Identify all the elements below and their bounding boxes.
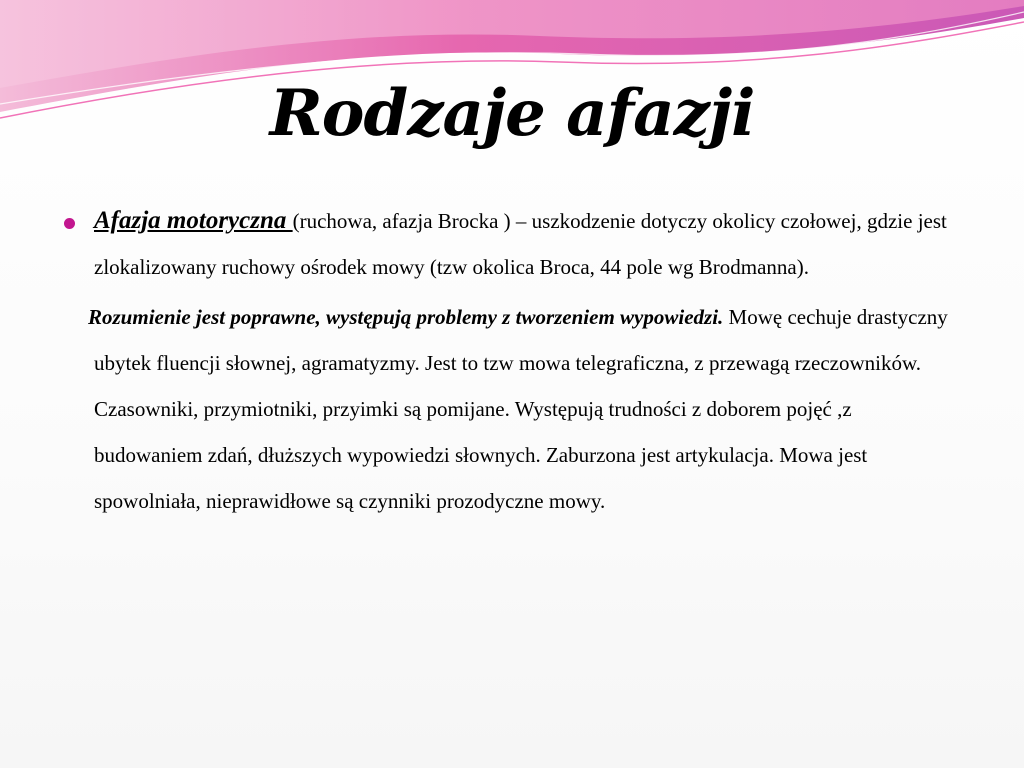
slide-content	[64, 198, 964, 524]
term-motor-aphasia: Afazja motoryczna	[94, 207, 293, 234]
point2-text: Mowę cechuje drastyczny ubytek fluencji słownej, agramatyzmy. Jest to tzw mowa telegraficzna, z przewagą rzeczowników. Czasowniki, przymiotniki, przyimki są pomijane. Występują trudności z doborem pojęć ,z budowaniem zdań, dłuższych wypowiedzi słownych. Zaburzona jest artykulacja. Mowa jest spowolniała, nieprawidłowe są czynniki prozodyczne mowy.	[94, 305, 948, 513]
emphasis-separator: ,	[315, 305, 327, 329]
bullet-dot-icon	[64, 218, 75, 229]
paragraph-description	[64, 294, 964, 524]
emphasis-comprehension: Rozumienie jest poprawne	[88, 305, 316, 329]
point1-text: (ruchowa, afazja Brocka ) – uszkodzenie dotyczy okolicy czołowej, gdzie jest zlokalizowany ruchowy ośrodek mowy (tzw okolica Broca, 44 pole wg Brodmanna).	[94, 209, 947, 279]
list-item-motor-aphasia	[64, 198, 964, 290]
slide-title: Rodzaje afazji	[269, 76, 755, 151]
emphasis-production: występują problemy z tworzeniem wypowiedzi.	[326, 305, 724, 329]
